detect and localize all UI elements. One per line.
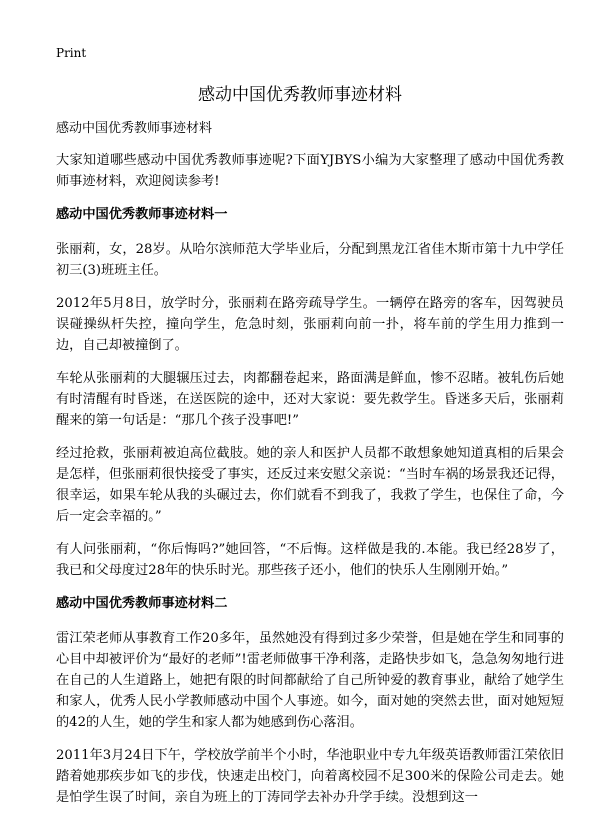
section-2-paragraph: 雷江荣老师从事教育工作20多年，虽然她没有得到过多少荣誉，但是她在学生和同事的心目中却被评价为“最好的老师”!雷老师做事干净利落，走路快步如飞，急急匆匆地行进在自己的人生道路上，她把有限的时间都献给了自己所钟爱的教育事业，献给了她学生和家人，优秀人民小学教师感动中国个人事迹。如今，面对她的突然去世，面对她短短的42的人生，她的学生和家人都为她感到伤心落泪。 xyxy=(56,631,564,730)
section-2-heading: 感动中国优秀教师事迹材料二 xyxy=(56,596,228,611)
section-1-paragraph: 车轮从张丽莉的大腿辗压过去，肉都翻卷起来，路面满是鲜血，惨不忍睹。被轧伤后她有时清醒有时昏迷，在送医院的途中，还对大家说：要先救学生。昏迷多天后，张丽莉醒来的第一句话是：“那几个孩子没事吧!” xyxy=(56,371,564,428)
article-body xyxy=(56,118,564,820)
page-title: 感动中国优秀教师事迹材料 xyxy=(198,85,402,105)
section-2-paragraph: 2011年3月24日下午，学校放学前半个小时，华池职业中专九年级英语教师雷江荣依旧踏着她那疾步如飞的步伐，快速走出校门，向着离校园不足300米的保险公司走去。她是怕学生误了时间，亲自为班上的丁涛同学去补办升学手续。没想到这一 xyxy=(56,748,564,805)
article-subtitle: 感动中国优秀教师事迹材料 xyxy=(56,121,213,136)
section-1-paragraph: 有人问张丽莉，“你后悔吗?”她回答，“不后悔。这样做是我的.本能。我已经28岁了，我已和父母度过28年的快乐时光。那些孩子还小，他们的快乐人生刚刚开始。” xyxy=(56,542,564,578)
section-1-paragraph: 张丽莉，女，28岁。从哈尔滨师范大学毕业后，分配到黑龙江省佳木斯市第十九中学任初三(3)班班主任。 xyxy=(56,242,564,278)
intro-paragraph: 大家知道哪些感动中国优秀教师事迹呢?下面YJBYS小编为大家整理了感动中国优秀教师事迹材料，欢迎阅读参考! xyxy=(56,153,564,189)
section-1-heading: 感动中国优秀教师事迹材料一 xyxy=(56,207,228,222)
section-1-paragraph: 经过抢救，张丽莉被迫高位截肢。她的亲人和医护人员都不敢想象她知道真相的后果会是怎样，但张丽莉很快接受了事实，还反过来安慰父亲说：“当时车祸的场景我还记得，很幸运，如果车轮从我的头碾过去，你们就看不到我了，我救了学生，也保住了命，今后一定会幸福的。” xyxy=(56,446,564,524)
section-1-paragraph: 2012年5月8日，放学时分，张丽莉在路旁疏导学生。一辆停在路旁的客车，因驾驶员误碰操纵杆失控，撞向学生，危急时刻，张丽莉向前一扑，将车前的学生用力推到一边，自己却被撞倒了。 xyxy=(56,296,564,353)
print-link[interactable]: Print xyxy=(56,46,87,60)
